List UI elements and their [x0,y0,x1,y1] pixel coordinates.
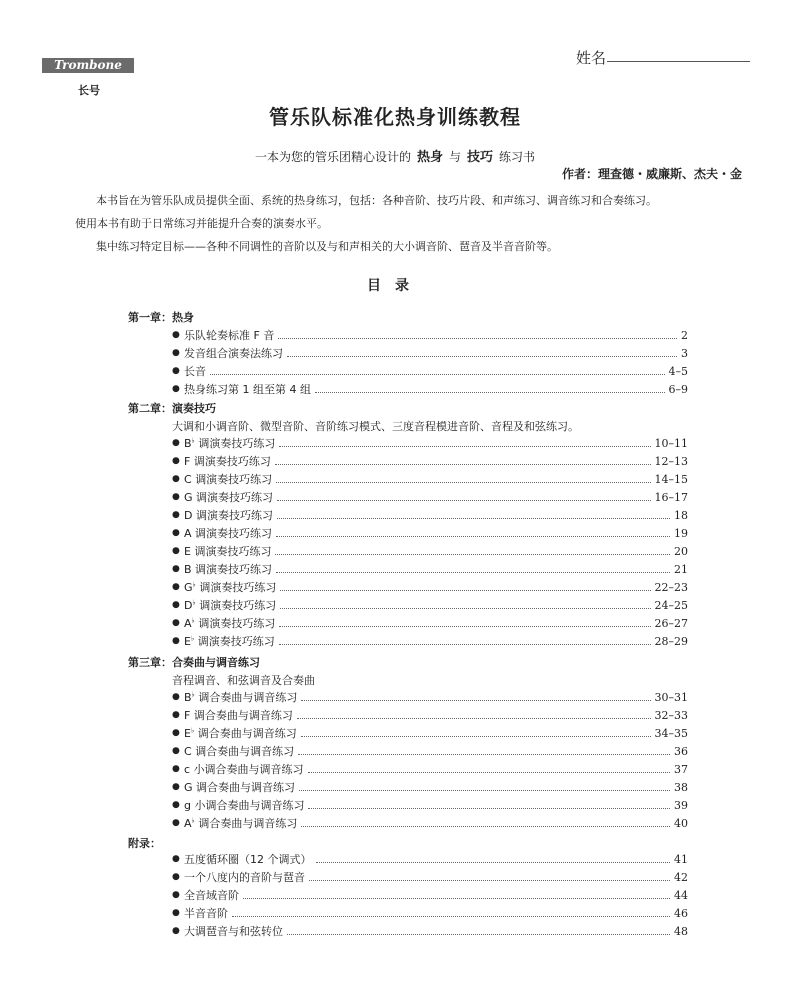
toc-entry: ● A 调演奏技巧练习 19 [172,526,688,540]
toc-page-number: 4–5 [668,364,688,378]
dot-leader [210,374,665,375]
dot-leader [287,934,670,935]
bullet-icon: ● [172,872,180,882]
toc-page-number: 39 [674,798,688,812]
dot-leader [277,518,670,519]
toc-entry: ● F 调演奏技巧练习 12–13 [172,454,688,468]
toc-page-number: 38 [674,780,688,794]
bullet-icon: ● [172,890,180,900]
toc-page-number: 24–25 [654,598,688,612]
dot-leader [243,898,670,899]
toc-entry: ● D♭ 调演奏技巧练习 24–25 [172,598,688,612]
toc-entry: ● g 小调合奏曲与调音练习 39 [172,798,688,812]
bullet-icon: ● [172,492,180,502]
bullet-icon: ● [172,384,180,394]
name-blank-line [607,61,750,62]
toc-page-number: 10–11 [654,436,688,450]
flat-sign: ♭ [190,634,195,643]
toc-page-number: 22–23 [654,580,688,594]
bullet-icon: ● [172,710,180,720]
dot-leader [276,536,670,537]
authors-line: 作者：理查德・威廉斯、杰夫・金 [561,167,742,181]
bullet-icon: ● [172,636,180,646]
toc-page-number: 32–33 [654,708,688,722]
toc-entry: ● 一个八度内的音阶与琶音 42 [172,870,688,884]
toc-entry: ● 热身练习第 1 组至第 4 组 6–9 [172,382,688,396]
toc-entry: ● E♭ 调合奏曲与调音练习 34–35 [172,726,688,740]
toc-entry: ● A♭ 调合奏曲与调音练习 40 [172,816,688,830]
toc-page-number: 40 [674,816,688,830]
bullet-icon: ● [172,818,180,828]
toc-chapter-description: 音程调音、和弦调音及合奏曲 [172,674,315,687]
toc-page-number: 41 [674,852,688,866]
toc-page-number: 16–17 [654,490,688,504]
flat-sign: ♭ [191,690,195,699]
toc-page-number: 48 [674,924,688,938]
toc-heading: 目录 [367,278,423,294]
bullet-icon: ● [172,854,180,864]
toc-chapter-title: 第一章：热身 [128,311,194,324]
dot-leader [280,590,650,591]
toc-page-number: 19 [674,526,688,540]
bullet-icon: ● [172,348,180,358]
toc-entry: ● 全音域音阶 44 [172,888,688,902]
dot-leader [299,790,670,791]
toc-chapter-title: 第三章：合奏曲与调音练习 [128,656,260,669]
dot-leader [278,338,677,339]
dot-leader [279,626,650,627]
bullet-icon: ● [172,510,180,520]
toc-entry: ● 半音音阶 46 [172,906,688,920]
dot-leader [277,500,650,501]
book-subtitle [0,146,790,165]
dot-leader [276,572,670,573]
dot-leader [232,916,670,917]
toc-entry: ● A♭ 调演奏技巧练习 26–27 [172,616,688,630]
toc-entry: ● G 调演奏技巧练习 16–17 [172,490,688,504]
toc-entry: ● G 调合奏曲与调音练习 38 [172,780,688,794]
bullet-icon: ● [172,908,180,918]
toc-page-number: 3 [681,346,688,360]
dot-leader [308,772,670,773]
dot-leader [279,446,650,447]
bullet-icon: ● [172,456,180,466]
dot-leader [297,718,651,719]
toc-entry: ● B 调演奏技巧练习 21 [172,562,688,576]
dot-leader [279,644,651,645]
dot-leader [301,736,651,737]
bullet-icon: ● [172,330,180,340]
dot-leader [301,826,670,827]
toc-chapter-title: 附录： [128,837,161,850]
toc-entry: ● B♭ 调合奏曲与调音练习 30–31 [172,690,688,704]
subtitle-suffix: 练习书 [499,150,536,164]
toc-entry: ● G♭ 调演奏技巧练习 22–23 [172,580,688,594]
toc-entry: ● C 调演奏技巧练习 14–15 [172,472,688,486]
toc-chapter-title: 第二章：演奏技巧 [128,402,216,415]
toc-page-number: 36 [674,744,688,758]
dot-leader [280,608,650,609]
flat-sign: ♭ [192,598,196,607]
intro-paragraph: 使用本书有助于日常练习并能提升合奏的演奏水平。 [75,217,328,230]
toc-page-number: 34–35 [654,726,688,740]
toc-page-number: 44 [674,888,688,902]
toc-page-number: 42 [674,870,688,884]
flat-sign: ♭ [191,816,195,825]
flat-sign: ♭ [191,616,195,625]
bullet-icon: ● [172,728,180,738]
subtitle-conjunction: 与 [448,150,461,164]
toc-page-number: 18 [674,508,688,522]
toc-entry: ● 大调琶音与和弦转位 48 [172,924,688,938]
dot-leader [309,880,670,881]
dot-leader [315,392,665,393]
bullet-icon: ● [172,564,180,574]
instrument-badge: Trombone [42,58,134,73]
dot-leader [316,862,671,863]
dot-leader [276,482,650,483]
bullet-icon: ● [172,366,180,376]
flat-sign: ♭ [190,726,195,735]
bullet-icon: ● [172,582,180,592]
bullet-icon: ● [172,474,180,484]
toc-page-number: 14–15 [654,472,688,486]
toc-entry: ● 长音 4–5 [172,364,688,378]
toc-page-number: 6–9 [668,382,688,396]
bullet-icon: ● [172,600,180,610]
dot-leader [287,356,677,357]
bullet-icon: ● [172,546,180,556]
bullet-icon: ● [172,438,180,448]
name-label: 姓名 [576,49,607,67]
book-title: 管乐队标准化热身训练教程 [269,105,521,129]
toc-entry: ● c 小调合奏曲与调音练习 37 [172,762,688,776]
toc-page-number: 2 [681,328,688,342]
dot-leader [308,808,670,809]
intro-paragraph: 集中练习特定目标——各种不同调性的音阶以及与和声相关的大小调音阶、琶音及半音音阶等。 [96,240,558,253]
toc-entry: ● D 调演奏技巧练习 18 [172,508,688,522]
toc-entry: ● E 调演奏技巧练习 20 [172,544,688,558]
toc-entry: ● 乐队轮奏标准 F 音 2 [172,328,688,342]
toc-page-number: 26–27 [654,616,688,630]
intro-paragraph: 本书旨在为管乐队成员提供全面、系统的热身练习，包括：各种音阶、技巧片段、和声练习、调音练习和合奏练习。 [96,194,657,207]
bullet-icon: ● [172,926,180,936]
bullet-icon: ● [172,746,180,756]
toc-entry: ● C 调合奏曲与调音练习 36 [172,744,688,758]
bullet-icon: ● [172,618,180,628]
toc-page-number: 30–31 [654,690,688,704]
toc-page-number: 21 [674,562,688,576]
bullet-icon: ● [172,692,180,702]
dot-leader [298,754,670,755]
dot-leader [275,554,670,555]
dot-leader [301,700,650,701]
toc-entry: ● E♭ 调演奏技巧练习 28–29 [172,634,688,648]
subtitle-prefix: 一本为您的管乐团精心设计的 [254,150,411,164]
toc-page-number: 12–13 [654,454,688,468]
subtitle-emphasis-warmup: 热身 [416,150,443,165]
toc-page-number: 46 [674,906,688,920]
toc-page-number: 20 [674,544,688,558]
toc-entry: ● 发音组合演奏法练习 3 [172,346,688,360]
flat-sign: ♭ [191,436,195,445]
toc-entry: ● 五度循环圈（12 个调式） 41 [172,852,688,866]
toc-page-number: 37 [674,762,688,776]
toc-page-number: 28–29 [654,634,688,648]
toc-entry: ● B♭ 调演奏技巧练习 10–11 [172,436,688,450]
flat-sign: ♭ [192,580,196,589]
toc-entry: ● F 调合奏曲与调音练习 32–33 [172,708,688,722]
instrument-chinese-label: 长号 [78,84,100,97]
bullet-icon: ● [172,800,180,810]
dot-leader [275,464,651,465]
toc-chapter-description: 大调和小调音阶、微型音阶、音阶练习模式、三度音程模进音阶、音程及和弦练习。 [172,420,579,433]
bullet-icon: ● [172,528,180,538]
bullet-icon: ● [172,782,180,792]
subtitle-emphasis-technique: 技巧 [467,150,494,165]
bullet-icon: ● [172,764,180,774]
